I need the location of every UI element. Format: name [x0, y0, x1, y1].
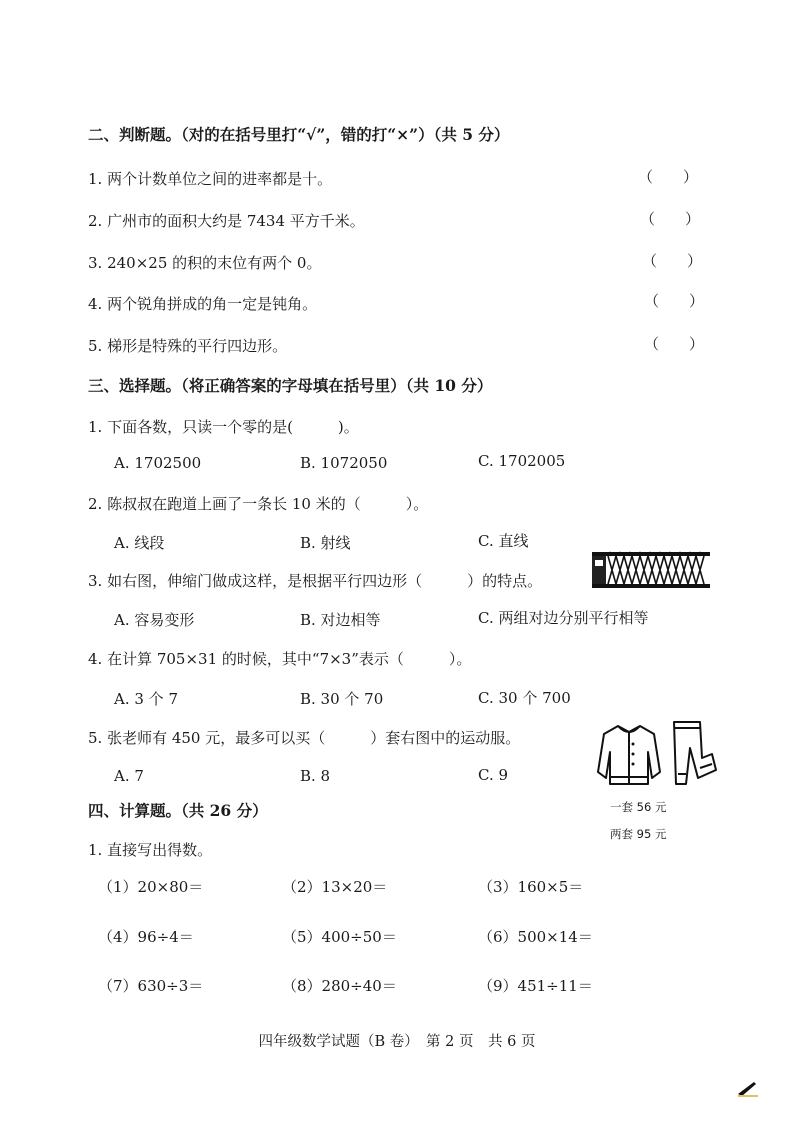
- section2-title: 二、判断题。（对的在括号里打“√”，错的打“×”）（共 5 分）: [88, 125, 510, 144]
- judge-answer-3[interactable]: （ ）: [642, 252, 703, 270]
- calc-4[interactable]: （4）96÷4＝: [98, 928, 194, 946]
- choice-3-option-b[interactable]: B. 对边相等: [300, 611, 381, 629]
- section3-title: 三、选择题。（将正确答案的字母填在括号里）（共 10 分）: [88, 376, 493, 395]
- choice-1-option-a[interactable]: A. 1702500: [114, 454, 202, 472]
- section4-sub1: 1. 直接写出得数。: [88, 841, 213, 859]
- choice-1-option-c[interactable]: C. 1702005: [478, 452, 566, 470]
- judge-answer-1[interactable]: （ ）: [638, 168, 699, 186]
- calc-9[interactable]: （9）451÷11＝: [478, 977, 593, 995]
- choice-5-option-a[interactable]: A. 7: [114, 767, 144, 785]
- choice-4-option-c[interactable]: C. 30 个 700: [478, 689, 571, 707]
- pen-mark-icon: [736, 1078, 760, 1098]
- page-footer: 四年级数学试题（B 卷） 第 2 页 共 6 页: [258, 1034, 536, 1050]
- jacket-icon: [596, 722, 662, 788]
- judge-answer-5[interactable]: （ ）: [644, 335, 705, 353]
- calc-8[interactable]: （8）280÷40＝: [282, 977, 397, 995]
- choice-2-option-b[interactable]: B. 射线: [300, 534, 351, 552]
- calc-6[interactable]: （6）500×14＝: [478, 928, 593, 946]
- pants-icon: [668, 718, 718, 788]
- choice-question-4: 4. 在计算 705×31 的时候，其中“7×3”表示（ ）。: [88, 650, 472, 668]
- choice-question-3: 3. 如右图，伸缩门做成这样，是根据平行四边形（ ）的特点。: [88, 572, 543, 590]
- choice-5-option-b[interactable]: B. 8: [300, 767, 331, 785]
- judge-answer-4[interactable]: （ ）: [644, 292, 705, 310]
- choice-question-2: 2. 陈叔叔在跑道上画了一条长 10 米的（ ）。: [88, 495, 429, 513]
- judge-answer-2[interactable]: （ ）: [640, 210, 701, 228]
- judge-item-5: 5. 梯形是特殊的平行四边形。: [88, 337, 288, 355]
- choice-2-option-a[interactable]: A. 线段: [114, 534, 165, 552]
- calc-7[interactable]: （7）630÷3＝: [98, 977, 204, 995]
- choice-1-option-b[interactable]: B. 1072050: [300, 454, 388, 472]
- section4-title: 四、计算题。（共 26 分）: [88, 801, 268, 820]
- calc-3[interactable]: （3）160×5＝: [478, 878, 584, 896]
- choice-4-option-b[interactable]: B. 30 个 70: [300, 690, 384, 708]
- judge-item-2: 2. 广州市的面积大约是 7434 平方千米。: [88, 212, 365, 230]
- calc-1[interactable]: （1）20×80＝: [98, 878, 204, 896]
- choice-5-option-c[interactable]: C. 9: [478, 766, 509, 784]
- choice-question-1: 1. 下面各数，只读一个零的是( )。: [88, 418, 359, 436]
- choice-2-option-c[interactable]: C. 直线: [478, 532, 529, 550]
- choice-3-option-a[interactable]: A. 容易变形: [114, 611, 195, 629]
- choice-4-option-a[interactable]: A. 3 个 7: [114, 690, 178, 708]
- price-one-set: 一套 56 元: [610, 800, 667, 814]
- judge-item-4: 4. 两个锐角拼成的角一定是钝角。: [88, 295, 318, 313]
- telescopic-gate-illustration: [590, 550, 712, 592]
- choice-question-5: 5. 张老师有 450 元，最多可以买（ ）套右图中的运动服。: [88, 729, 521, 747]
- choice-3-option-c[interactable]: C. 两组对边分别平行相等: [478, 609, 649, 627]
- judge-item-3: 3. 240×25 的积的末位有两个 0。: [88, 254, 322, 272]
- price-two-sets: 两套 95 元: [610, 827, 667, 841]
- judge-item-1: 1. 两个计数单位之间的进率都是十。: [88, 170, 333, 188]
- calc-2[interactable]: （2）13×20＝: [282, 878, 388, 896]
- calc-5[interactable]: （5）400÷50＝: [282, 928, 397, 946]
